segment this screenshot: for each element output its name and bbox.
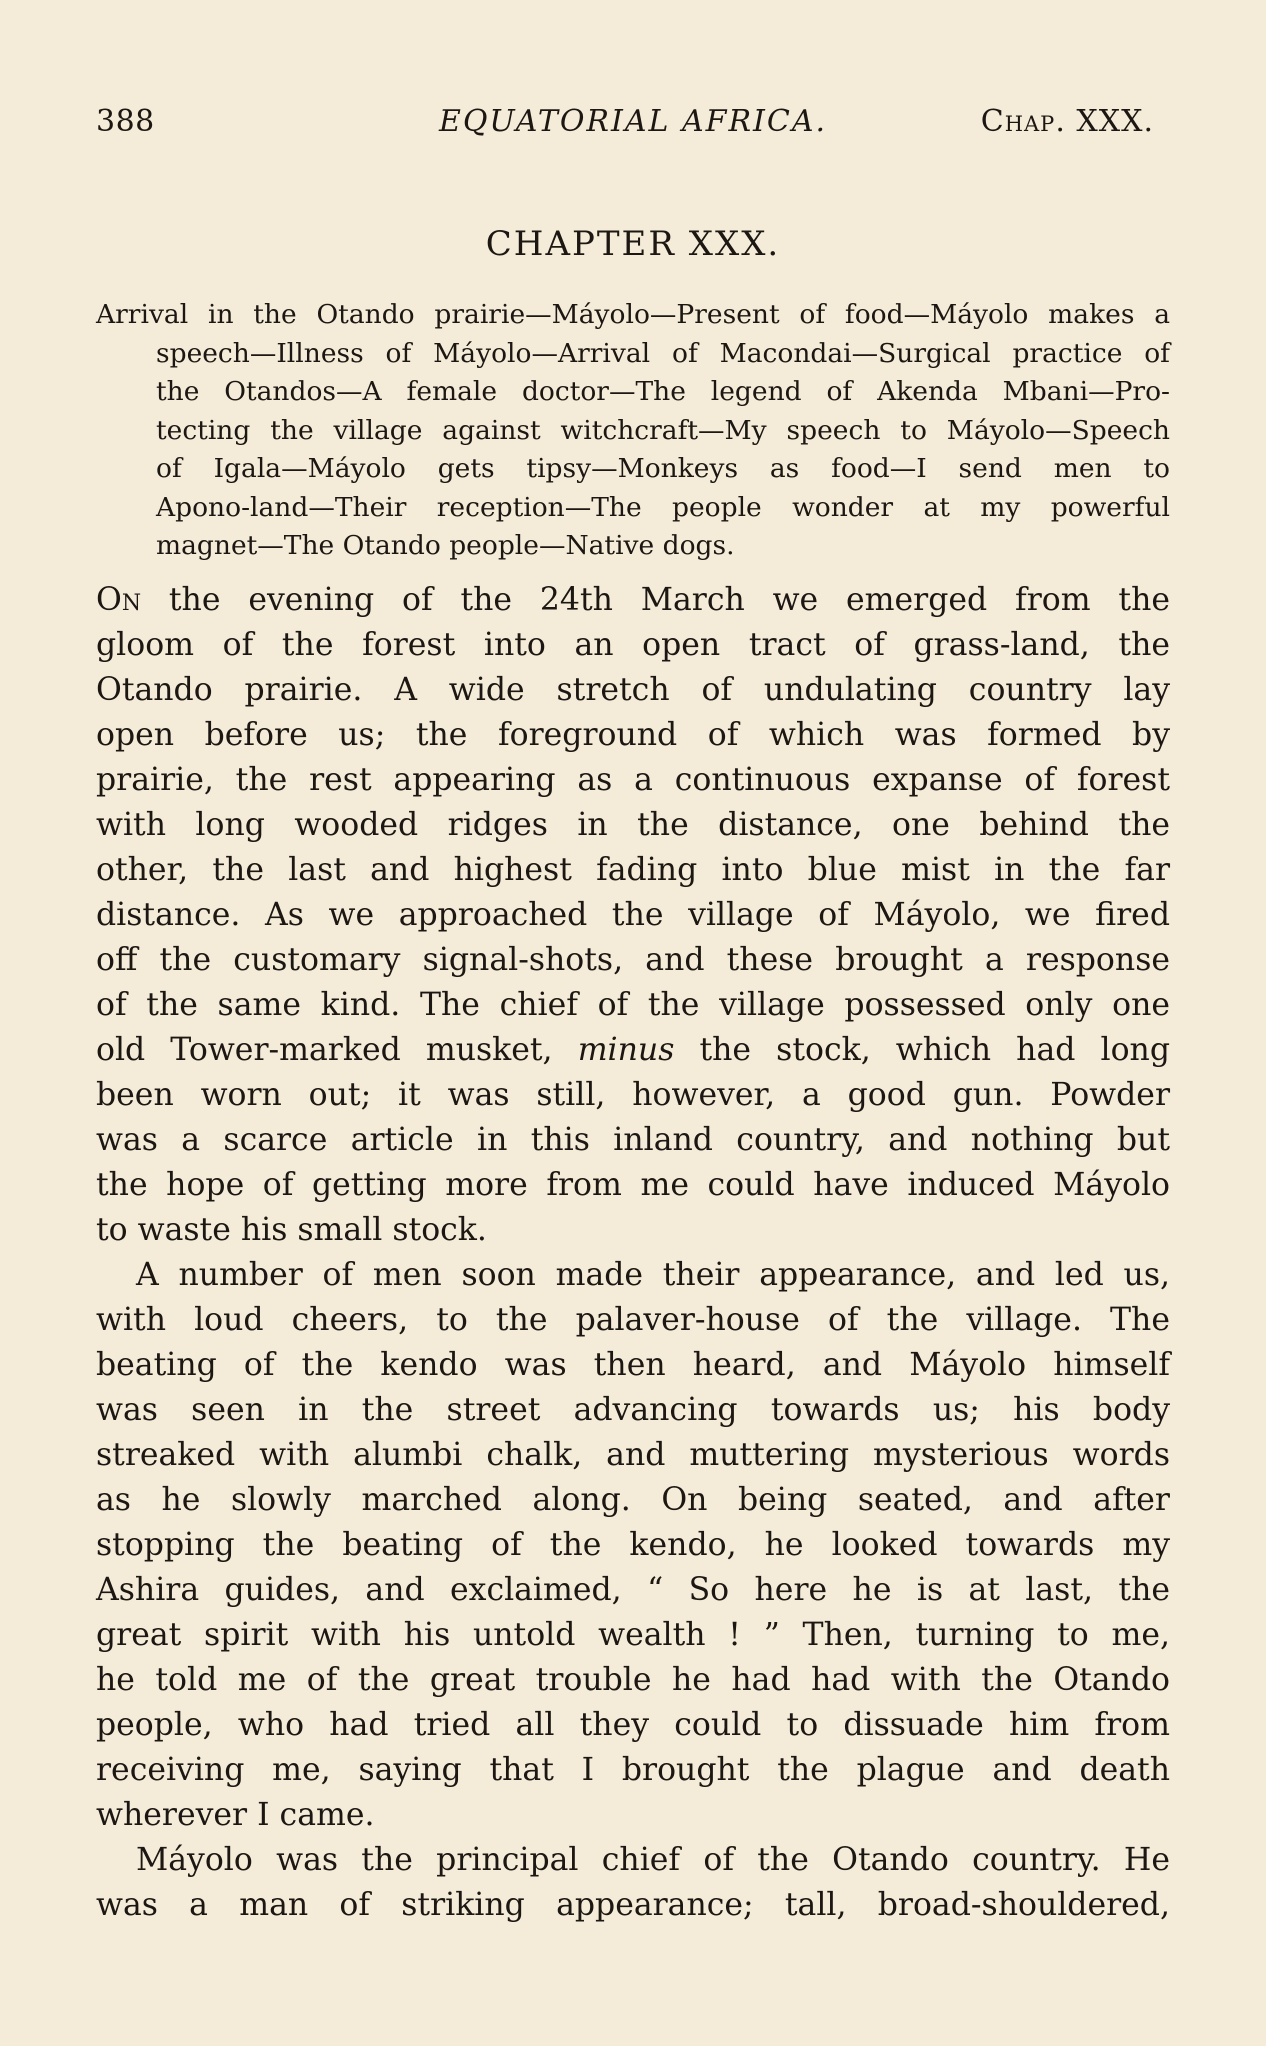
- italic-word: minus: [577, 1032, 675, 1068]
- paragraph-2-line: wherever I came.: [96, 1797, 375, 1833]
- running-header: [96, 104, 1170, 144]
- page-number: 388: [96, 104, 155, 139]
- summary-line: Apono-land—Their reception—The people wonder at my powerful: [156, 491, 1170, 523]
- paragraph-2-line: stopping the beating of the kendo, he looked towards my: [96, 1527, 1170, 1563]
- paragraph-1-line: to waste his small stock.: [96, 1212, 487, 1248]
- summary-line: of Igala—Máyolo gets tipsy—Monkeys as food—I send men to: [156, 453, 1170, 484]
- paragraph-3-line: Máyolo was the principal chief of the Otando country. He: [136, 1842, 1170, 1878]
- paragraph-1-line: distance. As we approached the village of Máyolo, we fired: [96, 897, 1170, 933]
- paragraph-2-line: beating of the kendo was then heard, and Máyolo himself: [96, 1347, 1170, 1383]
- paragraph-1-line: open before us; the foreground of which was formed by: [96, 717, 1170, 753]
- chapter-summary: [96, 296, 1170, 566]
- paragraph-2-line: with loud cheers, to the palaver-house of the village. The: [96, 1302, 1170, 1338]
- paragraph-3-line: was a man of striking appearance; tall, broad-shouldered,: [96, 1887, 1170, 1923]
- paragraph-1-line: other, the last and highest fading into blue mist in the far: [96, 852, 1170, 888]
- paragraph-2-line: A number of men soon made their appearance, and led us,: [136, 1257, 1170, 1293]
- running-title: EQUATORIAL AFRICA.: [438, 104, 828, 139]
- paragraph-1-line: [96, 578, 1170, 623]
- paragraph-2-line: streaked with alumbi chalk, and muttering mysterious words: [96, 1437, 1170, 1473]
- paragraph-1-line: with long wooded ridges in the distance, one behind the: [96, 807, 1170, 843]
- paragraph-1-line: gloom of the forest into an open tract of grass-land, the: [96, 627, 1170, 663]
- summary-line: magnet—The Otando people—Native dogs.: [156, 530, 735, 561]
- paragraph-2-line: receiving me, saying that I brought the plague and death: [96, 1752, 1170, 1788]
- body-text: [96, 578, 1170, 1928]
- paragraph-1-line: prairie, the rest appearing as a continuous expanse of forest: [96, 762, 1170, 798]
- paragraph-1-line: off the customary signal-shots, and these brought a response: [96, 942, 1170, 978]
- paragraph-2-line: as he slowly marched along. On being seated, and after: [96, 1482, 1170, 1518]
- paragraph-1-text: the stock, which had long: [674, 1032, 1170, 1068]
- paragraph-2-line: people, who had tried all they could to dissuade him from: [96, 1707, 1170, 1743]
- paragraph-1-line: been worn out; it was still, however, a good gun. Powder: [96, 1077, 1170, 1113]
- summary-line: the Otandos—A female doctor—The legend of Akenda Mbani—Pro-: [156, 376, 1170, 407]
- paragraph-2-line: Ashira guides, and exclaimed, “ So here he is at last, the: [96, 1572, 1170, 1608]
- summary-line: Arrival in the Otando prairie—Máyolo—Present of food—Máyolo makes a: [96, 299, 1170, 330]
- paragraph-2-line: great spirit with his untold wealth ! ” Then, turning to me,: [96, 1617, 1170, 1653]
- paragraph-1-line: [96, 1028, 1170, 1073]
- paragraph-1-text: the evening of the 24th March we emerged from the: [141, 582, 1170, 618]
- paragraph-1-line: was a scarce article in this inland country, and nothing but: [96, 1122, 1170, 1158]
- paragraph-1-text: old Tower-marked musket,: [96, 1032, 578, 1068]
- chapter-heading: CHAPTER XXX.: [485, 224, 781, 264]
- paragraph-2-line: was seen in the street advancing towards us; his body: [96, 1392, 1170, 1428]
- paragraph-1-line: of the same kind. The chief of the village possessed only one: [96, 987, 1170, 1023]
- paragraph-2-line: he told me of the great trouble he had had with the Otando: [96, 1662, 1170, 1698]
- paragraph-1-line: Otando prairie. A wide stretch of undulating country lay: [96, 672, 1170, 708]
- summary-line: speech—Illness of Máyolo—Arrival of Macondai—Surgical practice of: [156, 337, 1170, 369]
- paragraph-1-line: the hope of getting more from me could have induced Máyolo: [96, 1167, 1170, 1203]
- running-chapter: Chap. XXX.: [980, 104, 1154, 139]
- summary-line: tecting the village against witchcraft—My speech to Máyolo—Speech: [156, 414, 1170, 446]
- opening-word: On: [96, 582, 142, 618]
